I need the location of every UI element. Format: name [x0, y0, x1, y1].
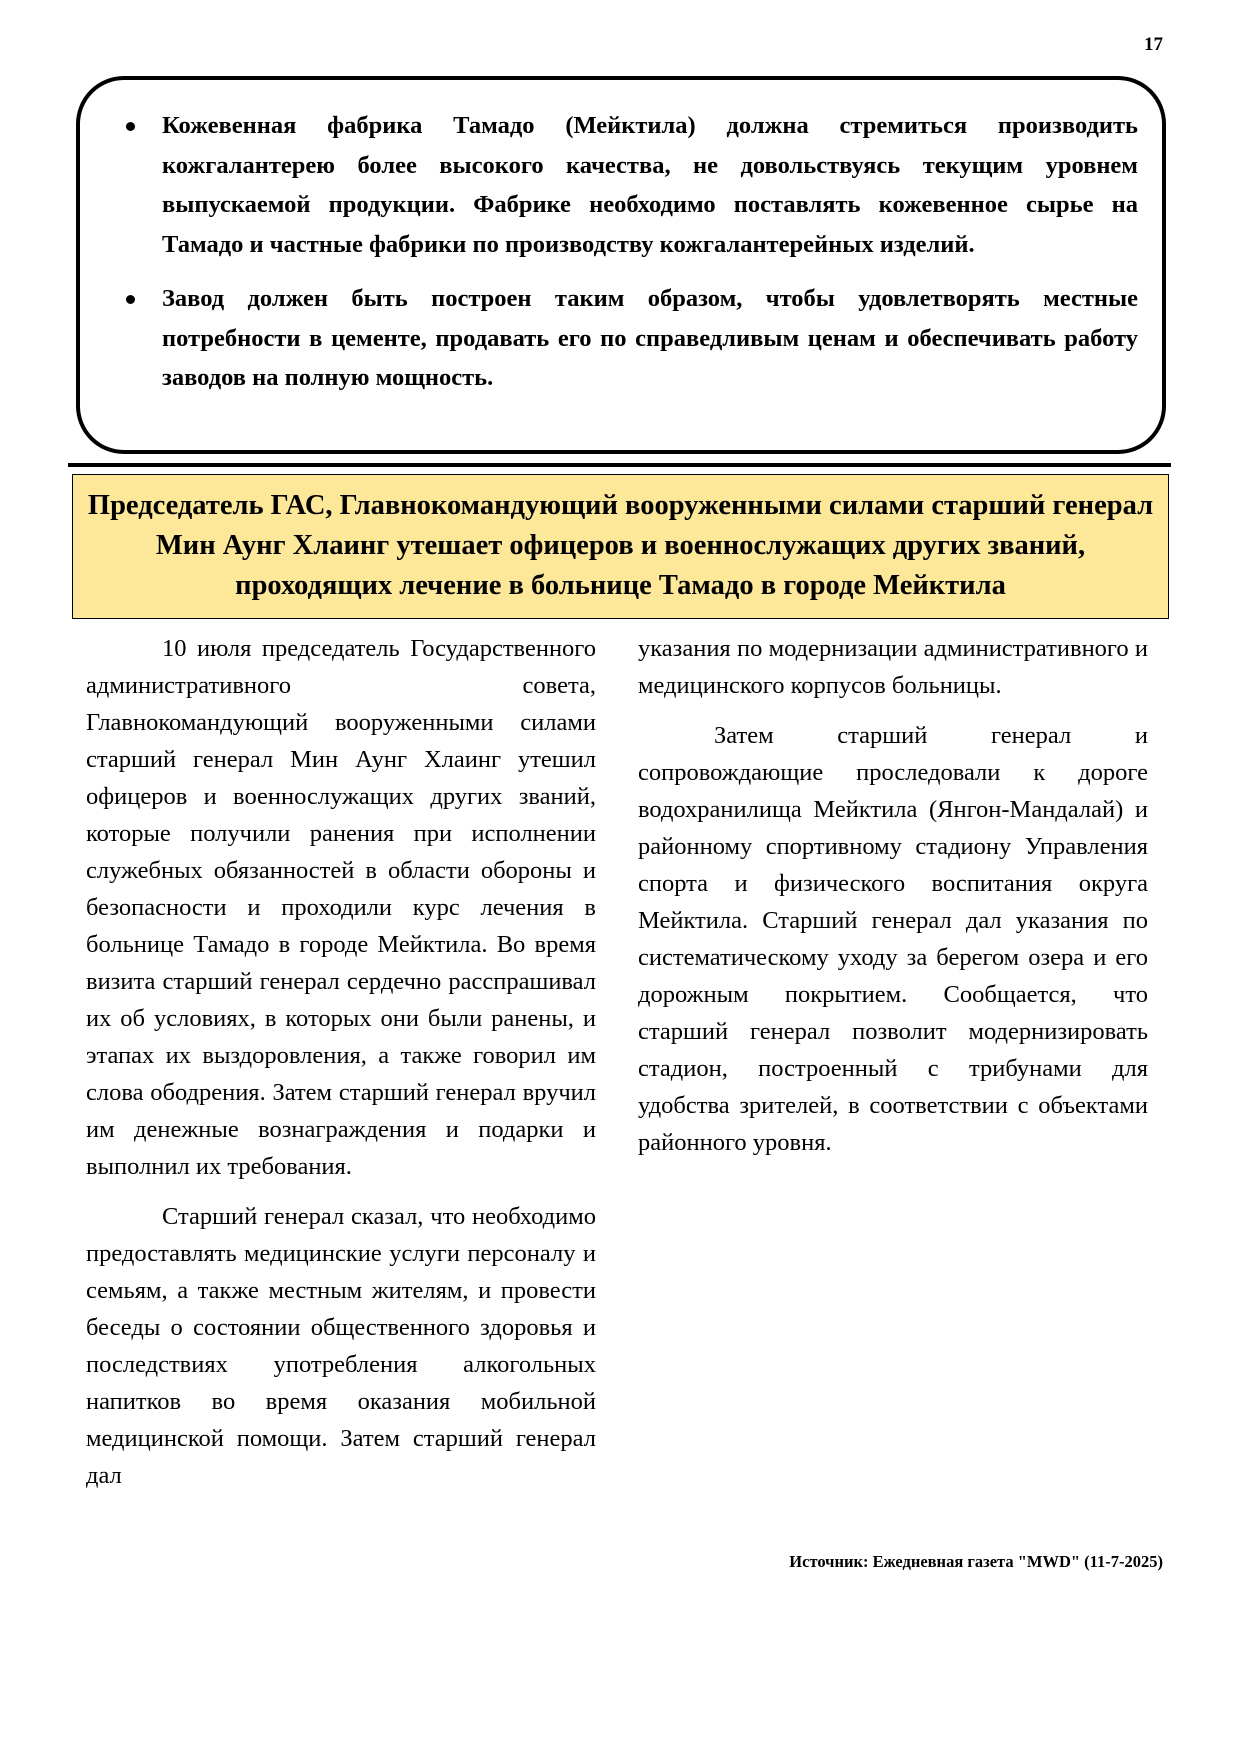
summary-bullet-text: Кожевенная фабрика Тамадо (Мейктила) должна стремиться производить кожгалантерею более высокого качества, не довольствуясь текущим уровнем выпускаемой продукции. Фабрике необходимо поставлять кожевенное сырье на Тамадо и частные фабрики по производству кожгалантерейных изделий. — [162, 112, 1138, 258]
summary-bullet-item — [104, 279, 1138, 398]
summary-box — [76, 76, 1166, 454]
page-number: 17 — [1144, 34, 1163, 55]
article-paragraph: Старший генерал сказал, что необходимо предоставлять медицинские услуги персоналу и семьям, а также местным жителям, и провести беседы о состоянии общественного здоровья и последствиях употребления алкогольных напитков во время оказания мобильной медицинской помощи. Затем старший генерал дал — [86, 1203, 596, 1489]
article-headline: Председатель ГАС, Главнокомандующий вооруженными силами старший генерал Мин Аунг Хлаинг утешает офицеров и военнослужащих других званий, проходящих лечение в больнице Тамадо в городе Мейктила — [72, 474, 1169, 619]
bullet-dot-icon — [126, 122, 135, 131]
section-divider — [68, 463, 1171, 467]
summary-bullet-item — [104, 106, 1138, 264]
bullet-dot-icon — [126, 295, 135, 304]
summary-bullet-list — [104, 106, 1138, 398]
article-column-right — [638, 630, 1148, 1174]
source-credit: Источник: Ежедневная газета "MWD" (11-7-2025) — [789, 1552, 1163, 1571]
summary-bullet-text: Завод должен быть построен таким образом, чтобы удовлетворять местные потребности в цементе, продавать его по справедливым ценам и обеспечивать работу заводов на полную мощность. — [162, 285, 1138, 391]
article-column-left — [86, 630, 596, 1507]
article-paragraph: Затем старший генерал и сопровождающие проследовали к дороге водохранилища Мейктила (Янгон-Мандалай) и районному спортивному стадиону Управления спорта и физического воспитания округа Мейктила. Старший генерал дал указания по систематическому уходу за берегом озера и его дорожным покрытием. Сообщается, что старший генерал позволит модернизировать стадион, построенный с трибунами для удобства зрителей, в соответствии с объектами районного уровня. — [638, 722, 1148, 1156]
article-paragraph: указания по модернизации административного и медицинского корпусов больницы. — [638, 635, 1148, 699]
article-paragraph: 10 июля председатель Государственного административного совета, Главнокомандующий вооруженными силами старший генерал Мин Аунг Хлаинг утешил офицеров и военнослужащих других званий, которые получили ранения при исполнении служебных обязанностей в области обороны и безопасности и проходили курс лечения в больнице Тамадо в городе Мейктила. Во время визита старший генерал сердечно расспрашивал их об условиях, в которых они были ранены, и этапах их выздоровления, а также говорил им слова ободрения. Затем старший генерал вручил им денежные вознаграждения и подарки и выполнил их требования. — [86, 635, 596, 1180]
article-body — [86, 630, 1148, 1650]
